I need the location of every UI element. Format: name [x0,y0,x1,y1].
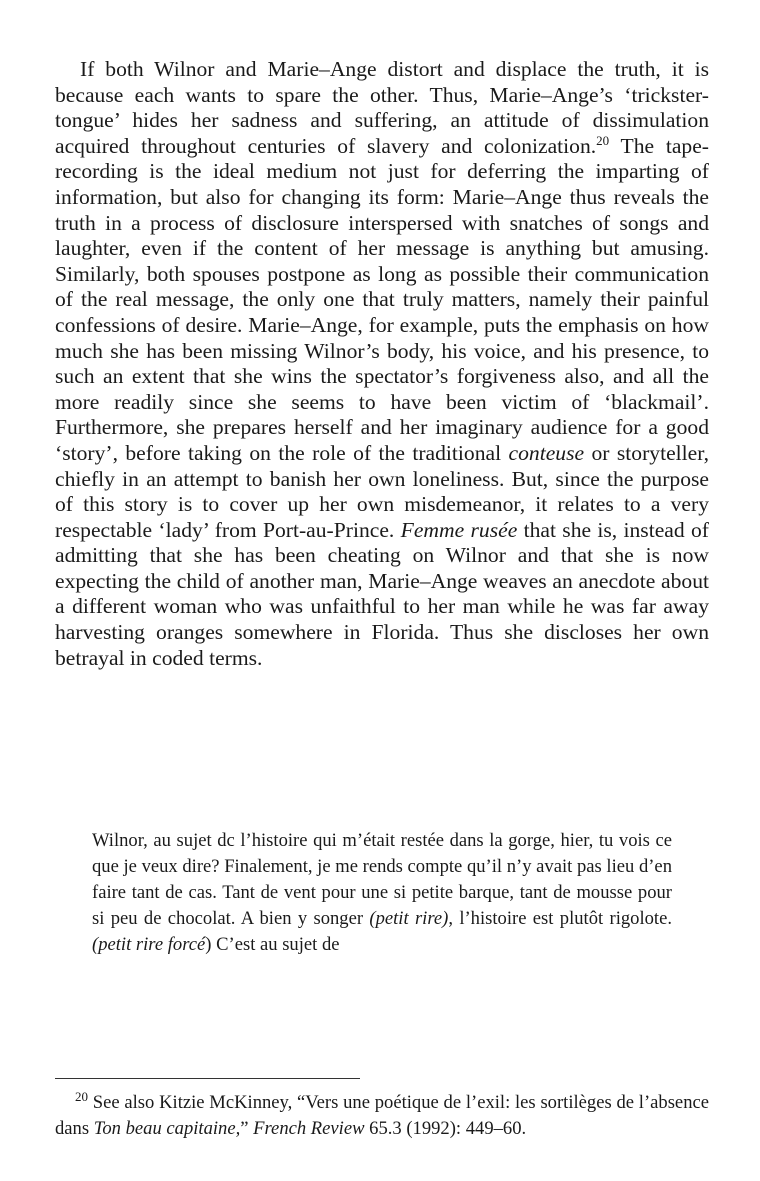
footnote [55,1090,709,1142]
quote-text-segment: ) C’est au sujet de [205,934,340,955]
footnote-text-segment: ” [240,1118,254,1139]
italic-term: Femme rusée [400,517,518,542]
italic-journal: French Review [253,1118,365,1139]
body-paragraph [55,57,709,671]
block-quote [92,828,672,958]
body-text-segment: The tape-recording is the ideal medium not just for deferring the imparting of information, but also for changing its form: Marie–Ange thus reveals the truth in a process of disclosure interspersed with snatches of songs and laughter, even if the content of her message is anything but amusing. Similarly, both spouses postpone as long as possible their communication of the real message, the only one that truly matters, namely their painful confessions of desire. Marie–Ange, for example, puts the emphasis on how much she has been missing Wilnor’s body, his voice, and his presence, to such an extent that she wins the spectator’s forgiveness also, and all the more readily since she seems to have been victim of ‘blackmail’. Furthermore, she prepares herself and her imaginary audience for a good ‘story’, before taking on the role of the traditional [55,133,709,465]
body-text-segment: that she is, instead of admitting that she has been cheating on Wilnor and that she is now expecting the child of another man, Marie–Ange weaves an anecdote about a different woman who was unfaithful to her man while he was far away harvesting oranges somewhere in Florida. Thus she discloses her own betrayal in coded terms. [55,517,709,670]
stage-direction: (petit rire) [369,908,449,929]
footnote-reference: 20 [596,132,610,148]
quote-text-segment: , l’histoire est plutôt rigolote. [448,908,672,929]
quote-text-segment: Wilnor, au sujet dc l’histoire qui m’était restée dans la gorge, hier, tu vois ce que je veux dire? Finalement, je me rends compte qu’il n’y avait pas lieu d’en faire tant de cas. Tant de vent pour une si petite barque, tant de mousse pour si peu de chocolat. A bien y songer [92,830,672,929]
body-text-segment: If both Wilnor and Marie–Ange distort and displace the truth, it is because each wants to spare the other. Thus, Marie–Ange’s ‘trickster-tongue’ hides her sadness and suffering, an attitude of dissimulation acquired throughout centuries of slavery and colonization. [55,57,709,158]
italic-term: conteuse [508,440,585,465]
footnote-divider [55,1078,360,1079]
italic-title: Ton beau capitaine, [93,1118,241,1139]
footnote-number: 20 [75,1088,88,1104]
stage-direction: (petit rire forcé [92,934,206,955]
footnote-text-segment: 65.3 (1992): 449–60. [364,1118,527,1139]
body-text-segment: or storyteller, chiefly in an attempt to banish her own loneliness. But, since the purpose of this story is to cover up her own misdemeanor, it relates to a very respectable ‘lady’ from Port-au-Prince. [55,440,709,542]
footnote-text-segment: See also Kitzie McKinney, “Vers une poétique de l’exil: les sortilèges de l’absence dans [55,1092,709,1139]
